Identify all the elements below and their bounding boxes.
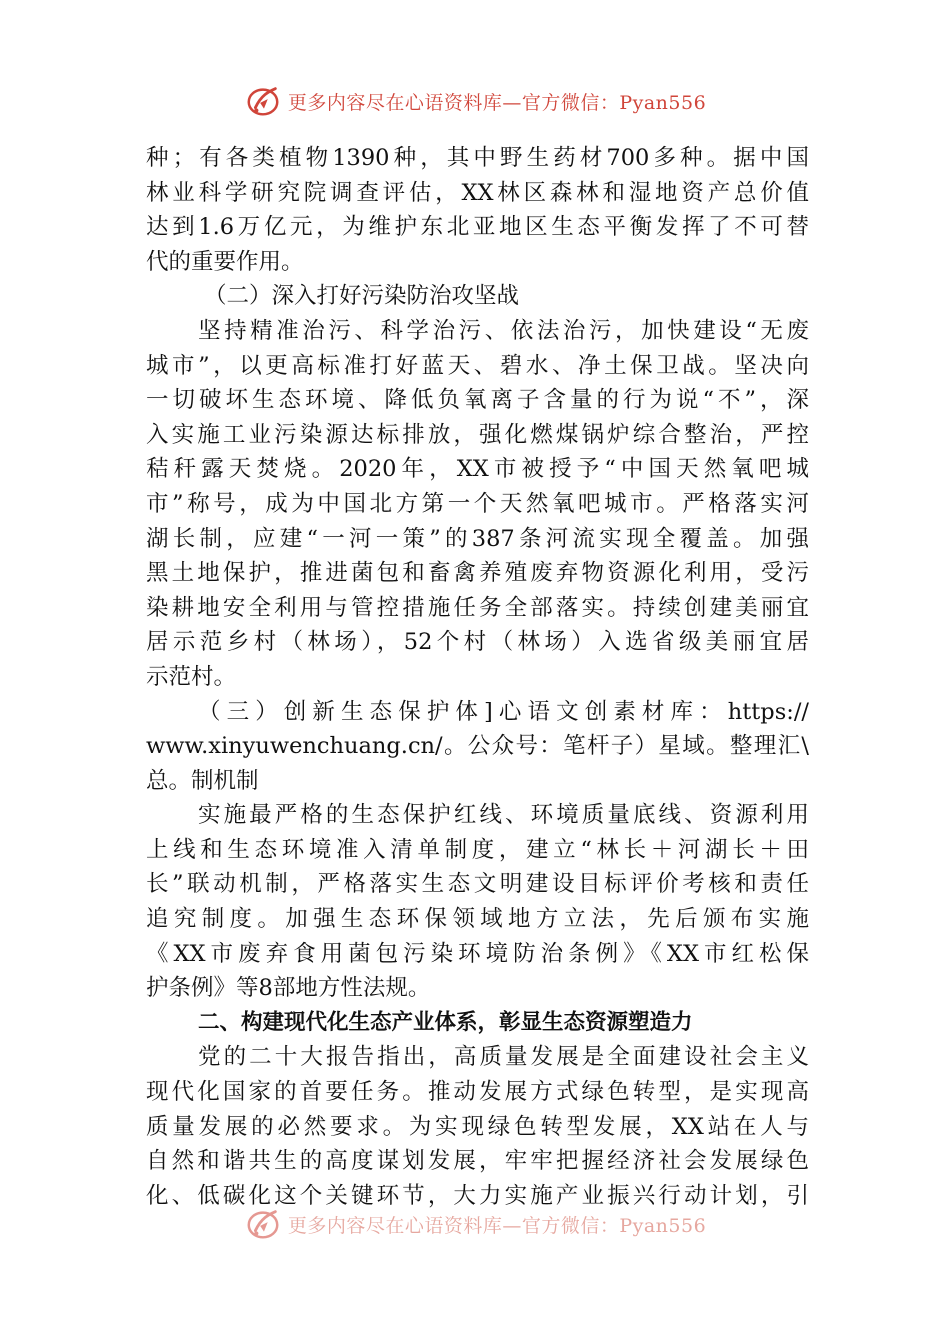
- text-line: 上线和生态环境准入清单制度，建立“林长＋河湖长＋田: [146, 836, 809, 863]
- text-line: （三）创新生态保护体]心语文创素材库：https://: [198, 698, 809, 725]
- text-line: 追究制度。加强生态环保领域地方立法，先后颁布实施: [146, 906, 809, 933]
- text-line: 秸秆露天焚烧。2020年，XX市被授予“中国天然氧吧城: [146, 456, 809, 483]
- text-line: 化、低碳化这个关键环节，大力实施产业振兴行动计划，引: [146, 1182, 809, 1209]
- text-line: 湖长制，应建“一河一策”的387条河流实现全覆盖。加强: [146, 525, 809, 552]
- text-line: 一切破坏生态环境、降低负氧离子含量的行为说“不”，深: [146, 387, 809, 414]
- banner-text: 更多内容尽在心语资料库—官方微信：Pyan556: [287, 1214, 707, 1237]
- text-line: 坚持精准治污、科学治污、依法治污，加快建设“无废: [198, 317, 809, 344]
- footer-watermark-banner: [0, 1205, 950, 1245]
- text-line: 长”联动机制，严格落实生态文明建设目标评价考核和责任: [146, 871, 809, 898]
- text-line: 党的二十大报告指出，高质量发展是全面建设社会主义: [198, 1044, 809, 1071]
- text-line: 林业科学研究院调查评估，XX林区森林和湿地资产总价值: [146, 179, 809, 206]
- text-line: 入实施工业污染源达标排放，强化燃煤锅炉综合整治，严控: [146, 421, 809, 448]
- logo-icon: [244, 82, 282, 120]
- text-line: （二）深入打好污染防治攻坚战: [204, 283, 520, 310]
- text-line: 自然和谐共生的高度谋划发展，牢牢把握经济社会发展绿色: [146, 1148, 809, 1175]
- document-body: [146, 141, 809, 1213]
- logo-icon: [244, 1205, 282, 1243]
- text-line: 染耕地安全利用与管控措施任务全部落实。持续创建美丽宜: [146, 594, 809, 621]
- text-line: 质量发展的必然要求。为实现绿色转型发展，XX站在人与: [146, 1113, 809, 1140]
- text-line: 种；有各类植物1390种，其中野生药材700多种。据中国: [146, 145, 809, 171]
- text-line: www.xinyuwenchuang.cn/。公众号：笔杆子）星域。整理汇\: [146, 733, 809, 760]
- section-heading: 二、构建现代化生态产业体系，彰显生态资源塑造力: [198, 1009, 693, 1035]
- banner-text: 更多内容尽在心语资料库—官方微信：Pyan556: [287, 91, 707, 114]
- text-line: 城市”，以更高标准打好蓝天、碧水、净土保卫战。坚决向: [146, 352, 809, 379]
- text-line: 总。制机制: [146, 767, 259, 794]
- text-line: 示范村。: [146, 663, 237, 690]
- text-line: 护条例》等8部地方性法规。: [146, 975, 431, 1002]
- text-line: 市”称号，成为中国北方第一个天然氧吧城市。严格落实河: [146, 490, 809, 517]
- text-line: 代的重要作用。: [146, 248, 304, 275]
- text-line: 《XX市废弃食用菌包污染环境防治条例》《XX市红松保: [146, 940, 809, 967]
- text-line: 达到1.6万亿元，为维护东北亚地区生态平衡发挥了不可替: [146, 214, 809, 241]
- text-line: 现代化国家的首要任务。推动发展方式绿色转型，是实现高: [146, 1079, 809, 1106]
- text-line: 黑土地保护，推进菌包和畜禽养殖废弃物资源化利用，受污: [146, 560, 809, 587]
- text-line: 实施最严格的生态保护红线、环境质量底线、资源利用: [198, 802, 809, 829]
- text-line: 居示范乡村（林场），52个村（林场）入选省级美丽宜居: [146, 629, 809, 656]
- header-watermark-banner: [0, 82, 950, 122]
